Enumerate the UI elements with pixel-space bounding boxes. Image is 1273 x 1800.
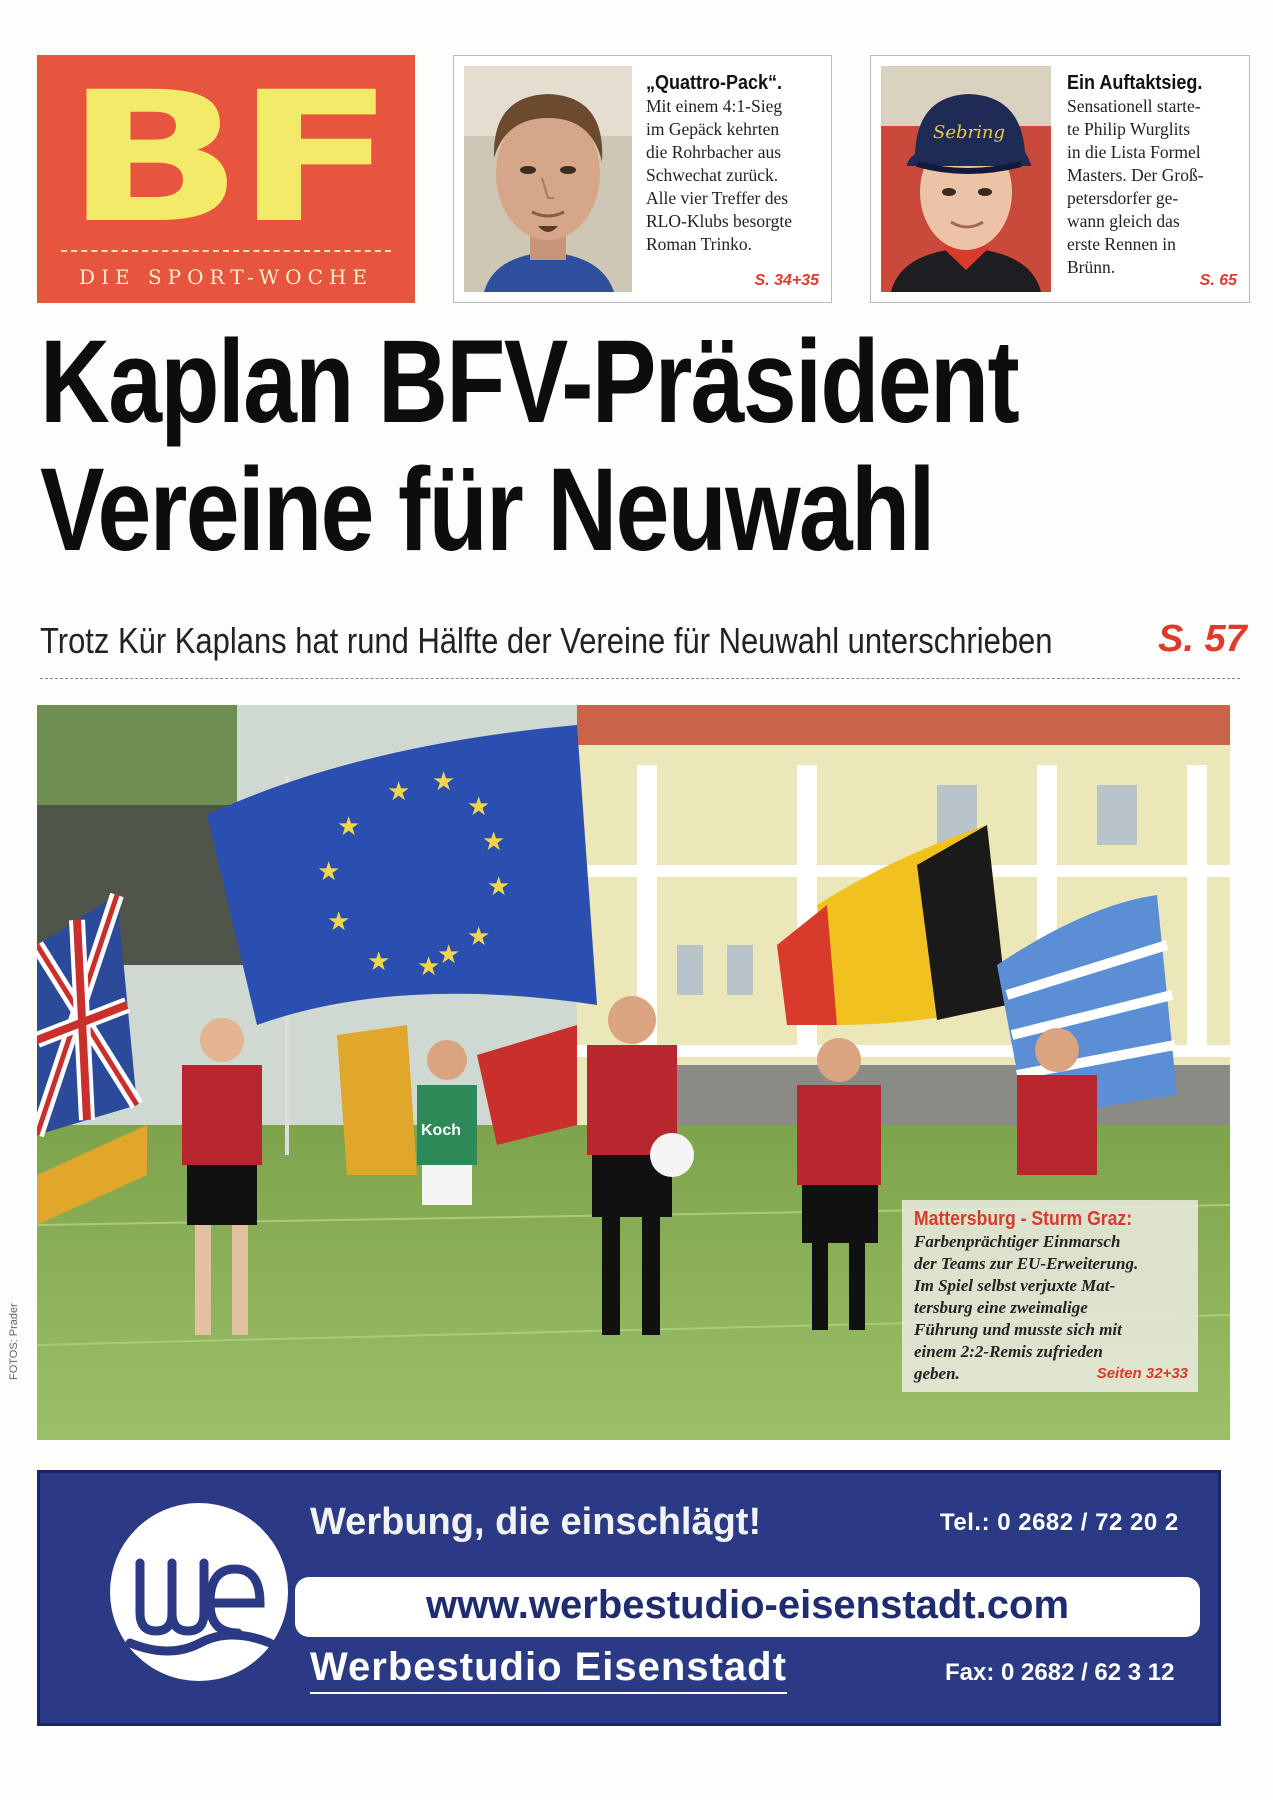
ad-company-name: Werbestudio Eisenstadt bbox=[310, 1645, 787, 1694]
teaser-quattro-pack[interactable] bbox=[453, 55, 832, 303]
logo-tagline: DIE SPORT-WOCHE bbox=[79, 265, 373, 289]
caption-line: Im Spiel selbst verjuxte Mat- bbox=[914, 1276, 1116, 1295]
caption-line: tersburg eine zweimalige bbox=[914, 1298, 1088, 1317]
svg-text:★: ★ bbox=[417, 952, 441, 982]
teaser-line: Masters. Der Groß- bbox=[1067, 165, 1204, 185]
teaser-title: Ein Auftaktsieg. bbox=[1067, 72, 1203, 94]
svg-text:★: ★ bbox=[487, 872, 511, 902]
svg-text:★: ★ bbox=[467, 792, 491, 822]
svg-text:★: ★ bbox=[437, 940, 461, 970]
ad-fax: Fax: 0 2682 / 62 3 12 bbox=[945, 1659, 1175, 1686]
teaser-line: petersdorfer ge- bbox=[1067, 188, 1179, 208]
ad-url-link[interactable]: www.werbestudio-eisenstadt.com bbox=[425, 1583, 1070, 1627]
caption-page-ref[interactable]: Seiten 32+33 bbox=[1096, 1365, 1188, 1382]
svg-text:★: ★ bbox=[482, 827, 506, 857]
cap-logo-text: Sebring bbox=[933, 122, 1005, 143]
teaser-photo-player bbox=[464, 66, 632, 292]
subheadline-page-ref[interactable]: S. 57 bbox=[1158, 618, 1247, 660]
shirt-sponsor-text: Koch bbox=[421, 1122, 461, 1139]
svg-text:★: ★ bbox=[387, 777, 411, 807]
ad-url-box[interactable] bbox=[295, 1577, 1200, 1637]
ad-slogan: Werbung, die einschlägt! bbox=[310, 1501, 762, 1543]
logo-divider bbox=[61, 250, 391, 252]
teaser-line: in die Lista Formel bbox=[1067, 142, 1201, 162]
teaser-page-ref[interactable]: S. 34+35 bbox=[754, 272, 819, 289]
teaser-line: te Philip Wurglits bbox=[1067, 119, 1191, 139]
caption-line: Farbenprächtiger Einmarsch bbox=[914, 1232, 1121, 1251]
teaser-line: wann gleich das bbox=[1067, 211, 1180, 231]
teaser-line: Alle vier Treffer des bbox=[646, 188, 789, 208]
teaser-line: die Rohrbacher aus bbox=[646, 142, 782, 162]
ad-banner[interactable] bbox=[37, 1470, 1221, 1726]
main-headline[interactable] bbox=[40, 318, 1040, 574]
teaser-line: Schwechat zurück. bbox=[646, 165, 779, 185]
caption-title: Mattersburg - Sturm Graz: bbox=[914, 1208, 1133, 1230]
werbestudio-logo-icon bbox=[110, 1503, 288, 1681]
teaser-line: im Gepäck kehrten bbox=[646, 119, 780, 139]
svg-text:★: ★ bbox=[317, 857, 341, 887]
teaser-auftaktsieg[interactable] bbox=[870, 55, 1250, 303]
masthead-logo[interactable] bbox=[37, 55, 415, 303]
svg-text:★: ★ bbox=[337, 812, 361, 842]
headline-line: Kaplan BFV-Präsident bbox=[40, 316, 1019, 448]
headline-line: Vereine für Neuwahl bbox=[40, 444, 934, 576]
teaser-line: Roman Trinko. bbox=[646, 234, 752, 254]
teaser-line: Mit einem 4:1-Sieg bbox=[646, 96, 783, 116]
teaser-line: erste Rennen in bbox=[1067, 234, 1176, 254]
svg-text:★: ★ bbox=[432, 767, 456, 797]
caption-line: Führung und musste sich mit bbox=[914, 1320, 1122, 1339]
svg-text:★: ★ bbox=[367, 947, 391, 977]
svg-text:★: ★ bbox=[467, 922, 491, 952]
teaser-title: „Quattro-Pack“. bbox=[646, 72, 783, 94]
photo-credit: FOTOS: Prader bbox=[8, 1303, 20, 1380]
caption-line: geben. bbox=[914, 1364, 960, 1383]
teaser-page-ref[interactable]: S. 65 bbox=[1199, 272, 1237, 289]
teaser-line: Brünn. bbox=[1067, 257, 1116, 277]
subheadline-divider bbox=[40, 678, 1240, 679]
ad-phone[interactable]: Tel.: 0 2682 / 72 20 2 bbox=[940, 1509, 1179, 1536]
photo-caption bbox=[902, 1200, 1198, 1392]
teaser-line: RLO-Klubs besorgte bbox=[646, 211, 792, 231]
subheadline: Trotz Kür Kaplans hat rund Hälfte der Vereine für Neuwahl unterschrieben bbox=[40, 620, 1053, 661]
logo-letters: BF bbox=[65, 54, 388, 263]
teaser-photo-driver bbox=[881, 66, 1051, 292]
svg-text:★: ★ bbox=[327, 907, 351, 937]
caption-line: einem 2:2-Remis zufrieden bbox=[914, 1342, 1103, 1361]
caption-line: der Teams zur EU-Erweiterung. bbox=[914, 1254, 1139, 1273]
teaser-line: Sensationell starte- bbox=[1067, 96, 1201, 116]
